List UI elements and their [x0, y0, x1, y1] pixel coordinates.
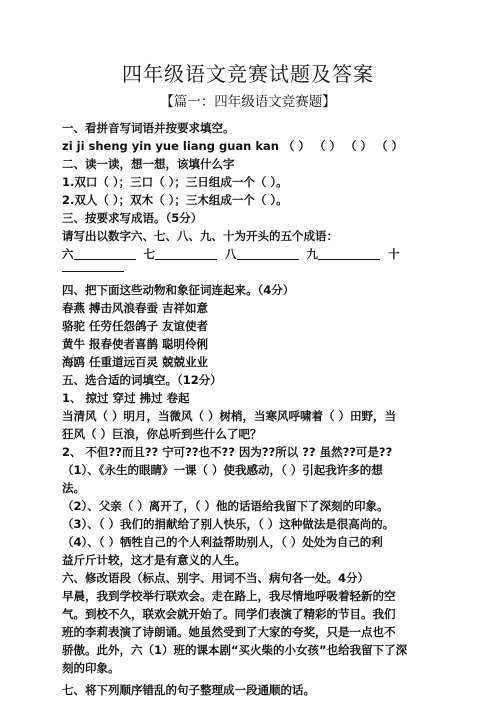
- section-heading: 六、修改语段（标点、别字、用词不当、病句各一处。4分）: [62, 571, 369, 585]
- question-line: 请写出以数字六、七、八、九、十为开头的五个成语：: [62, 229, 338, 243]
- word-choices: 1、 掠过 穿过 拂过 卷起: [62, 391, 190, 405]
- conjunction-choices: 2、 不但??而且?? 宁可??也不?? 因为??所以 ?? 虽然??可是??: [62, 445, 393, 459]
- answer-blank[interactable]: [62, 258, 124, 272]
- question-line: （3）、（ ）我们的捐献给了别人快乐，（ ）这种做法是很高尚的。: [62, 517, 395, 531]
- idiom-prompt-seven: 七: [143, 247, 156, 261]
- matching-row: 海鸥 任重道远百灵 兢兢业业: [62, 355, 209, 369]
- idiom-prompt-nine: 九: [306, 247, 319, 261]
- matching-row: 黄牛 报春使者喜鹊 聪明伶俐: [62, 337, 209, 351]
- idiom-prompt-eight: 八: [225, 247, 237, 261]
- paragraph-line: 气。到校不久，联欢会就开始了。同学们表演了精彩的节目。我们: [62, 607, 396, 621]
- section-heading: 一、看拼音写词语并按要求填空。: [62, 121, 235, 135]
- question-line: 当清风（ ）明月，当微风（ ）树梢，当寒风呼啸着（ ）田野，当: [62, 409, 397, 423]
- question-line: 1.双口（ ）；三口（ ）；三日组成一个（ ）。: [62, 175, 288, 189]
- question-line: 益斤斤计较，这才是有意义的人生。: [62, 553, 246, 567]
- section-heading: 四、把下面这些动物和象征词连起来。（4分）: [62, 283, 295, 297]
- question-line: （1）、《永生的眼睛》一课（ ）使我感动，（ ）引起我许多的想: [62, 463, 383, 477]
- section-heading: 二、读一读，想一想，该填什么字: [62, 157, 235, 171]
- question-line: 法。: [62, 481, 85, 495]
- section-heading: 五、选合适的词填空。（12分）: [62, 373, 222, 387]
- document-title: 四年级语文竞赛试题及答案: [122, 62, 374, 86]
- paragraph-line: 早晨，我到学校举行联欢会。走在路上，我尽情地呼吸着轻新的空: [62, 589, 396, 603]
- document-subtitle: 【篇一：四年级语文竞赛题】: [160, 94, 336, 110]
- paragraph-line: 骄傲。此外，六（1）班的课本剧“买火柴的小女孩”也给我留下了深: [62, 643, 408, 657]
- idiom-prompt-six: 六: [62, 247, 74, 261]
- section-heading: 七、将下列顺序错乱的句子整理成一段通顺的话。: [62, 683, 315, 697]
- question-line: （4）、（ ）牺牲自己的个人利益帮助别人，（ ）处处为自己的利: [62, 535, 383, 549]
- idiom-prompt-ten: 十: [388, 247, 400, 261]
- question-line: 狂风（ ）巨浪，你总听到些什么了吧？: [62, 427, 262, 441]
- paragraph-line: 刻的印象。: [62, 661, 120, 675]
- question-line: 2.双人（ ）；双木（ ）；三木组成一个（ ）。: [62, 193, 288, 207]
- question-line: （2）、父亲（ ）离开了，（ ）他的话语给我留下了深刻的印象。: [62, 499, 389, 513]
- paragraph-line: 班的李莉表演了诗朗诵。她虽然受到了大家的夸奖，只是一点也不: [62, 625, 396, 639]
- idiom-blank-continuation: [62, 256, 442, 276]
- pinyin-line: zi ji sheng yin yue liang guan kan （ ） （ ） （ ） （ ）: [62, 139, 403, 153]
- matching-row: 春燕 搏击风浪春蚕 吉祥如意: [62, 301, 209, 315]
- matching-row: 骆驼 任劳任怨鸽子 友谊使者: [62, 319, 209, 333]
- section-heading: 三、按要求写成语。（5分）: [62, 211, 203, 225]
